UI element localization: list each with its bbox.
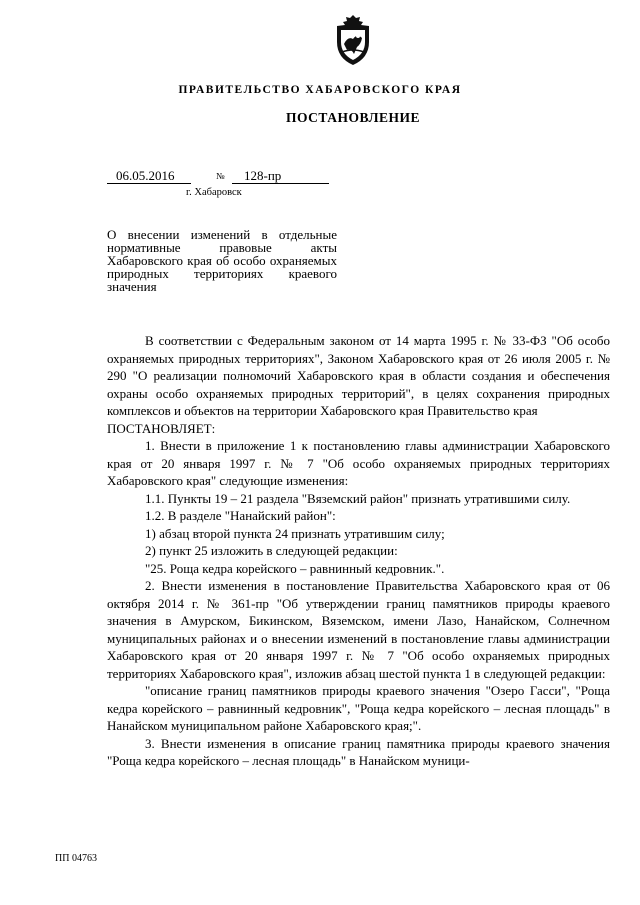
body-paragraph: 1) абзац второй пункта 24 признать утратившим силу; — [145, 525, 445, 541]
document-type-title: ПОСТАНОВЛЕНИЕ — [285, 110, 421, 125]
document-date: 06.05.2016 — [107, 169, 191, 184]
body-paragraph: 1.2. В разделе "Нанайский район": — [145, 508, 336, 523]
body-paragraph: 2. Внести изменения в постановление Правительства Хабаровского края от 06 октября 2014 г. № 361-пр "Об утверждении границ памятников природы краевого значения в Амурском, Бикинском, Вяземском, имени Лазо, Нанайском, Солнечном муниципальных районах и о внесении изменений в постановление главы администрации Хабаровского края от 20 января 1997 г. № 7 "Об особо охраняемых природных территориях Хабаровского края", изложив абзац шестой пункта 1 в следующей редакции: — [107, 578, 610, 681]
document-number: 128-пр — [232, 169, 329, 184]
body-paragraph: "25. Роща кедра корейского – равнинный кедровник.". — [145, 560, 445, 576]
body-paragraph: 1.1. Пункты 19 – 21 раздела "Вяземский район" признать утратившими силу. — [145, 490, 571, 506]
number-sign: № — [216, 171, 225, 181]
document-city: г. Хабаровск — [186, 187, 242, 198]
resolution-heading: ПОСТАНОВЛЯЕТ: — [107, 420, 216, 436]
body-paragraph: 3. Внести изменения в описание границ памятника природы краевого значения "Роща кедра корейского – лесная площадь" в Нанайском муници- — [107, 735, 610, 768]
document-subject: О внесении изменений в отдельные нормативные правовые акты Хабаровского края об особо охраняемых природных территориях краевого значения — [107, 227, 337, 294]
organization-title: ПРАВИТЕЛЬСТВО ХАБАРОВСКОГО КРАЯ — [178, 84, 462, 96]
body-paragraph: "описание границ памятников природы краевого значения "Озеро Гасси", "Роща кедра корейского – равнинный кедровник", "Роща кедра корейского – лесная площадь" в Нанайском муниципальном районе Хабаровского края;". — [107, 683, 610, 733]
document-body — [107, 332, 610, 770]
body-paragraph: 2) пункт 25 изложить в следующей редакции: — [145, 543, 398, 558]
preamble-paragraph: В соответствии с Федеральным законом от 14 марта 1995 г. № 33-ФЗ "Об особо охраняемых природных территориях", Законом Хабаровского края от 26 июля 2005 г. № 290 "О реализации полномочий Хабаровского края в области создания и обеспечения охраны особо охраняемых природных территорий", в целях сохранения природных комплексов и объектов на территории Хабаровского края Правительство края — [107, 333, 610, 418]
footer-code: ПП 04763 — [55, 853, 97, 864]
coat-of-arms-icon — [331, 14, 375, 66]
body-paragraph: 1. Внести в приложение 1 к постановлению главы администрации Хабаровского края от 20 января 1997 г. № 7 "Об особо охраняемых природных территориях Хабаровского края" следующие изменения: — [107, 438, 610, 488]
